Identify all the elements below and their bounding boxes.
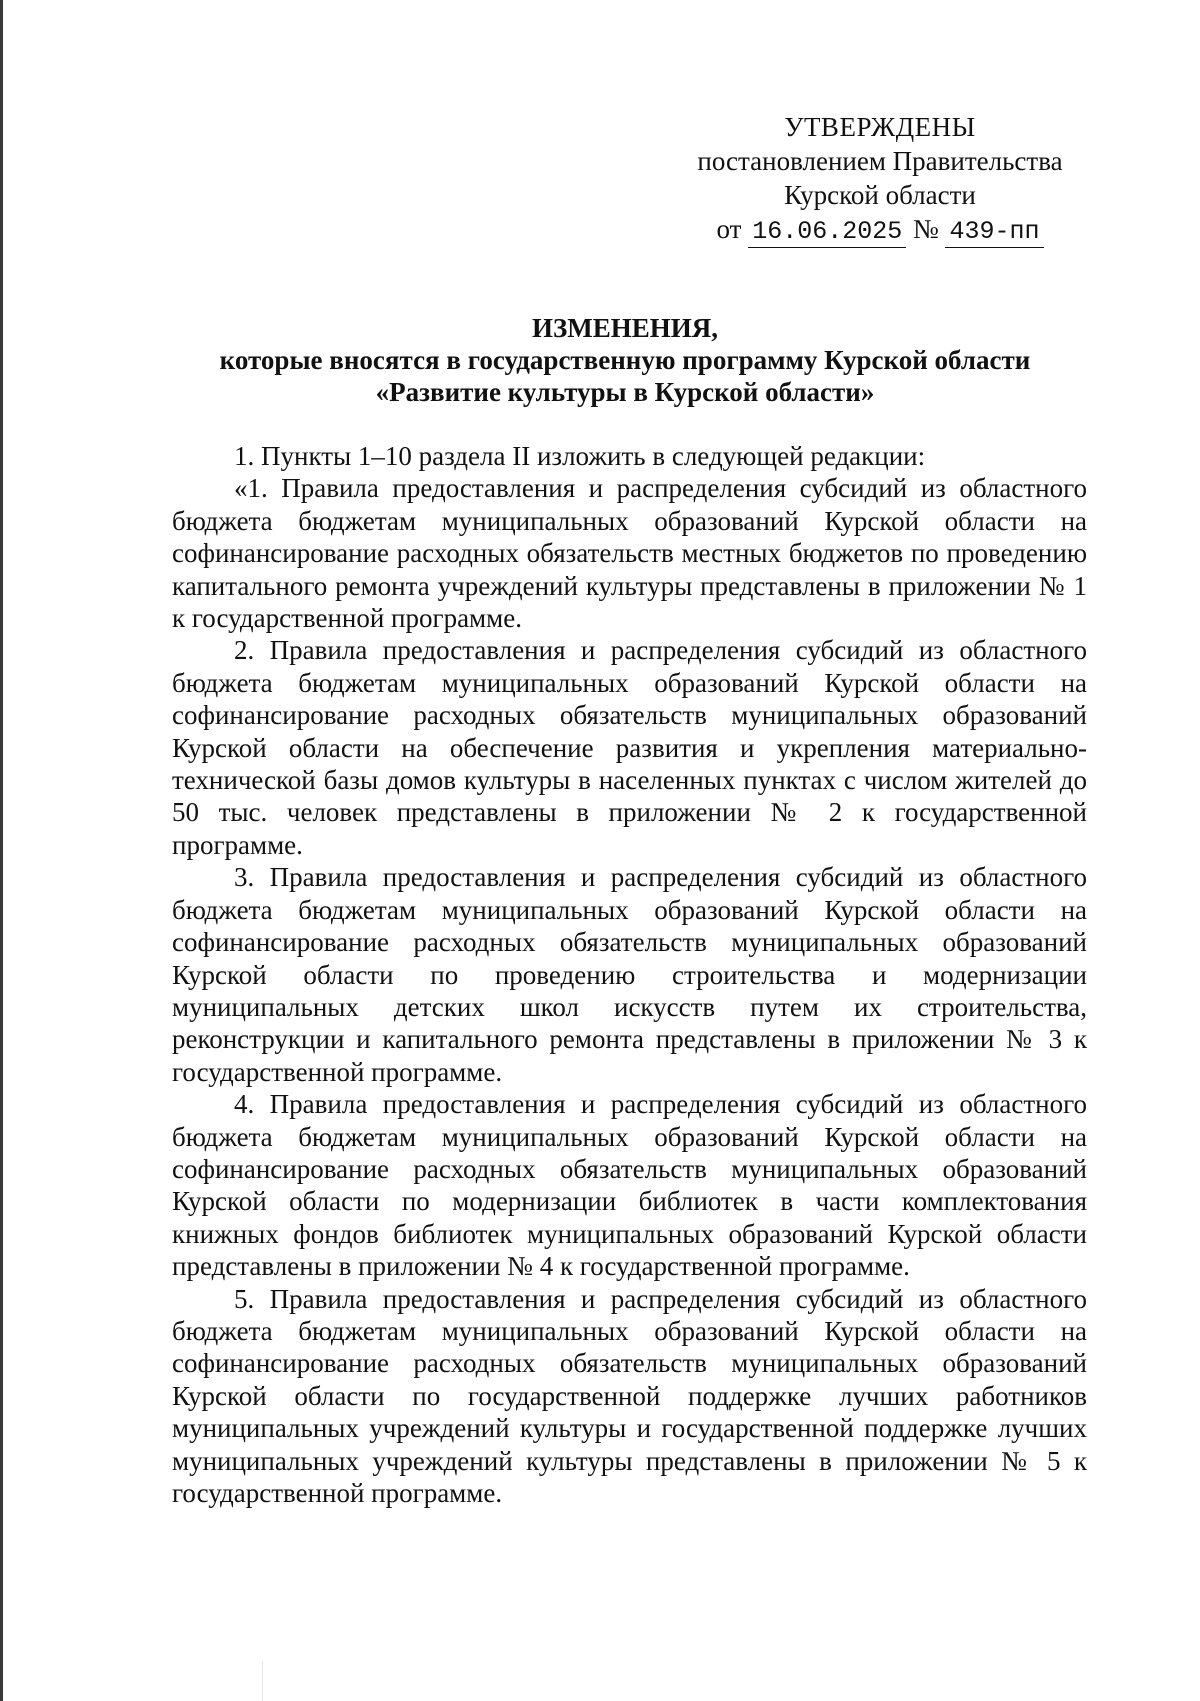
heading-subtitle: которые вносятся в государственную программу Курской области (219, 345, 1031, 375)
scan-artifact (262, 1661, 263, 1701)
approval-date-line (680, 212, 1080, 248)
approval-line-2: Курской области (784, 180, 976, 210)
heading-program: «Развитие культуры в Курской области» (375, 377, 875, 407)
date-prefix: от (716, 214, 742, 244)
heading-title: ИЗМЕНЕНИЯ, (531, 313, 718, 343)
paragraph-5: 5. Правила предоставления и распределения субсидий из областного бюджета бюджетам муниципальных образований Курской области на софинансирование расходных обязательств муниципальных образований Курской области по государственной поддержке лучших работников муниципальных учреждений культуры и государственной поддержке лучших муниципальных учреждений культуры представлены в приложении № 5 к государственной программе. (172, 1283, 1087, 1508)
document-body (172, 440, 1087, 1509)
approval-line-1: постановлением Правительства (697, 146, 1063, 176)
scan-edge (0, 0, 3, 1701)
number-sign: № (912, 214, 939, 244)
approval-date: 16.06.2025 (748, 217, 906, 248)
approval-title: УТВЕРЖДЕНЫ (784, 112, 976, 142)
paragraph-1: «1. Правила предоставления и распределения субсидий из областного бюджета бюджетам муниципальных образований Курской области на софинансирование расходных обязательств местных бюджетов по проведению капитального ремонта учреждений культуры представлены в приложении № 1 к государственной программе. (172, 473, 1087, 634)
paragraph-intro: 1. Пункты 1–10 раздела II изложить в следующей редакции: (234, 441, 926, 471)
approval-stamp (680, 110, 1080, 248)
paragraph-4: 4. Правила предоставления и распределения субсидий из областного бюджета бюджетам муниципальных образований Курской области на софинансирование расходных обязательств муниципальных образований Курской области по модернизации библиотек в части комплектования книжных фондов библиотек муниципальных образований Курской области представлены в приложении № 4 к государственной программе. (172, 1089, 1087, 1282)
approval-number: 439-пп (945, 217, 1043, 248)
paragraph-2: 2. Правила предоставления и распределения субсидий из областного бюджета бюджетам муниципальных образований Курской области на софинансирование расходных обязательств муниципальных образований Курской области на обеспечение развития и укрепления материально-технической базы домов культуры в населенных пунктах с числом жителей до 50 тыс. человек представлены в приложении № 2 к государственной программе. (172, 635, 1087, 860)
document-heading (160, 312, 1090, 408)
paragraph-3: 3. Правила предоставления и распределения субсидий из областного бюджета бюджетам муниципальных образований Курской области на софинансирование расходных обязательств муниципальных образований Курской области по проведению строительства и модернизации муниципальных детских школ искусств путем их строительства, реконструкции и капитального ремонта представлены в приложении № 3 к государственной программе. (172, 862, 1087, 1087)
